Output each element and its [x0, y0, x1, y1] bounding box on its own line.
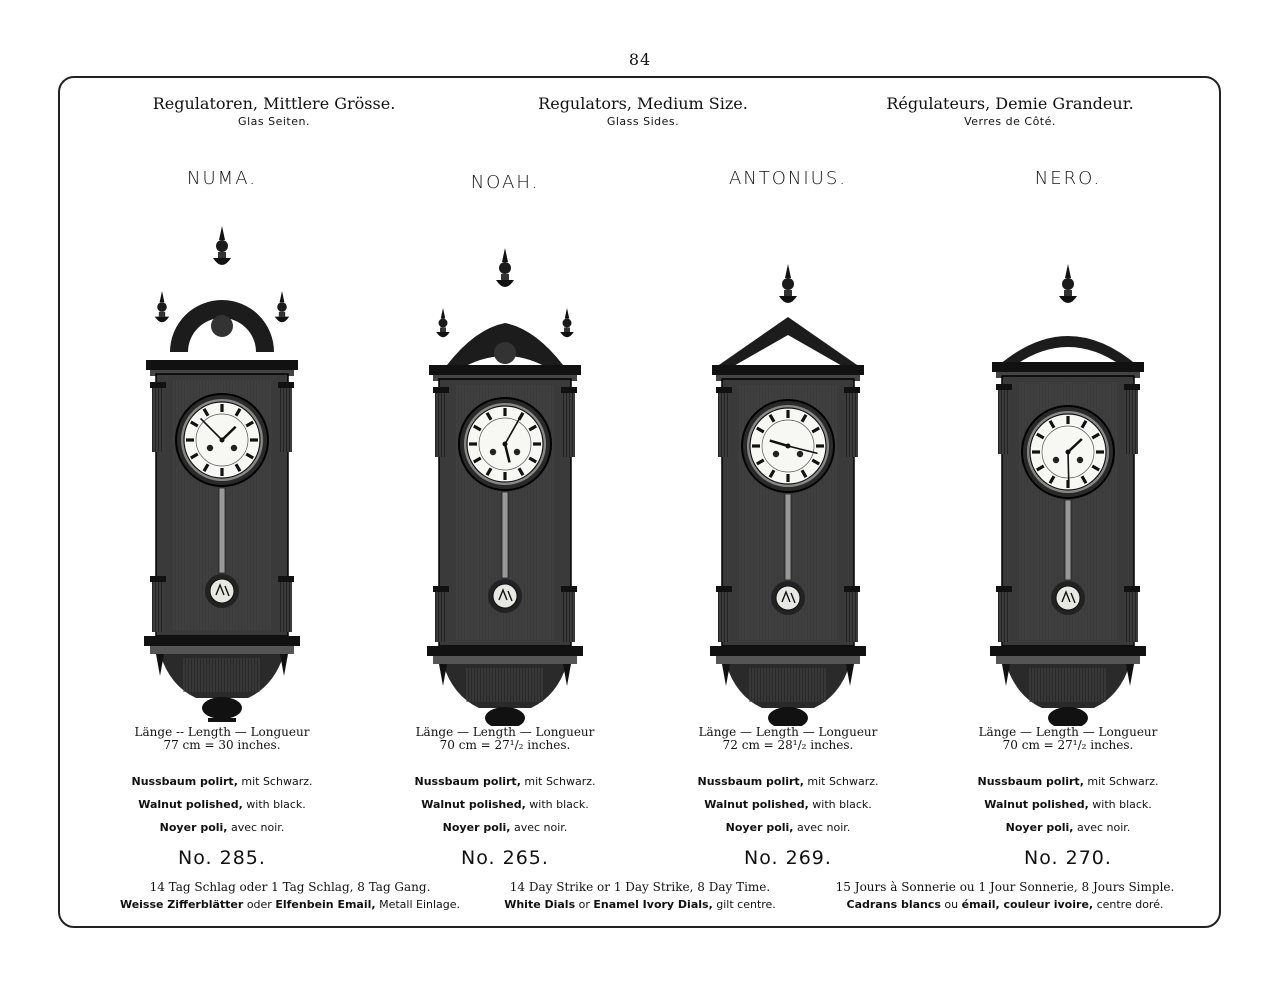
model-number: No. 265. — [461, 847, 549, 869]
footer-dials: Cadrans blancs ou émail, couleur ivoire, centre doré. — [846, 898, 1164, 911]
pendulum-rod — [219, 488, 225, 573]
finial-neck — [564, 328, 570, 333]
bottom-finial-base — [208, 718, 236, 722]
column-cap — [716, 387, 732, 393]
header-subtitle: Glas Seiten. — [238, 115, 310, 128]
finial-spike — [160, 291, 165, 302]
winding-hole — [490, 449, 496, 455]
crown-dome — [998, 336, 1138, 366]
finial-spike — [280, 291, 285, 302]
finial-neck — [159, 312, 165, 317]
page-number: 84 — [628, 50, 652, 69]
base-bracket — [1006, 664, 1130, 708]
pendulum-rod — [785, 494, 791, 580]
hour-numeral — [816, 444, 824, 447]
header-subtitle: Glass Sides. — [606, 115, 680, 128]
base-bracket — [160, 654, 284, 698]
side-drop — [563, 664, 571, 686]
crown-pediment — [716, 317, 860, 367]
crown-mask — [494, 342, 516, 364]
spec-french: Noyer poli, avec noir. — [442, 821, 568, 834]
finial-urn — [155, 317, 169, 323]
dial-center — [503, 442, 508, 447]
column-cap — [561, 586, 577, 592]
hour-numeral — [752, 444, 760, 447]
base-bracket — [726, 664, 850, 708]
base-ledge — [710, 646, 866, 656]
length-value: 72 cm = 28¹/₂ inches. — [722, 738, 854, 752]
finial-spike — [565, 308, 570, 319]
dial-center — [220, 438, 225, 443]
clock-column-numa — [82, 168, 362, 869]
winding-hole — [773, 451, 779, 457]
clock-illustration — [698, 196, 878, 726]
finial-knob — [157, 302, 167, 312]
side-drop — [1126, 664, 1134, 686]
finial-spike — [785, 264, 791, 278]
clock-illustration — [132, 196, 312, 726]
side-drop — [846, 664, 854, 686]
dial-center — [1066, 450, 1071, 455]
hour-numeral — [786, 474, 789, 482]
spec-list — [365, 770, 645, 839]
finial-knob — [563, 319, 572, 328]
minute-hand — [1068, 452, 1069, 482]
clock-column-noah — [365, 168, 645, 869]
hour-numeral — [220, 468, 223, 476]
clock-name: NUMA. — [187, 168, 257, 189]
header-german — [124, 94, 424, 128]
bottom-finial — [768, 707, 808, 726]
base-band — [716, 656, 860, 664]
column-cap — [278, 382, 294, 388]
column-cap — [844, 387, 860, 393]
model-number: No. 285. — [178, 847, 266, 869]
crown-mask — [211, 315, 233, 337]
finial-knob — [499, 262, 511, 274]
clock-illustration — [415, 196, 595, 726]
finial-urn — [275, 317, 289, 323]
finial-neck — [784, 290, 792, 296]
clock-name: ANTONIUS. — [728, 168, 848, 189]
column-cap — [844, 586, 860, 592]
spec-list — [928, 770, 1208, 839]
winding-hole — [231, 445, 237, 451]
finial-urn — [1059, 296, 1077, 303]
header-french — [860, 94, 1160, 128]
clock-column-antonius — [648, 168, 928, 869]
column-cap — [433, 586, 449, 592]
spec-german: Nussbaum polirt, mit Schwarz. — [131, 775, 313, 788]
finial-neck — [1064, 290, 1072, 296]
footer-french — [825, 880, 1185, 911]
spec-english: Walnut polished, with black. — [138, 798, 306, 811]
base-bracket — [443, 664, 567, 708]
footer-movement: 15 Jours à Sonnerie ou 1 Jour Sonnerie, 8 Jours Simple. — [835, 880, 1175, 894]
hour-numeral — [503, 408, 506, 416]
footer-german — [110, 880, 470, 911]
model-number: No. 270. — [1024, 847, 1112, 869]
spec-english: Walnut polished, with black. — [421, 798, 589, 811]
cornice — [429, 365, 581, 375]
finial-knob — [216, 240, 228, 252]
column-cap — [150, 576, 166, 582]
bottom-finial — [1048, 707, 1088, 726]
length-value: 70 cm = 27¹/₂ inches. — [1002, 738, 1134, 752]
finial-knob — [782, 278, 794, 290]
pendulum-rod — [502, 492, 508, 578]
spec-german: Nussbaum polirt, mit Schwarz. — [977, 775, 1159, 788]
clock-column-nero — [928, 168, 1208, 869]
length-label: Länge -- Length — Longueur — [134, 725, 310, 739]
length-value: 70 cm = 27¹/₂ inches. — [439, 738, 571, 752]
bottom-finial — [202, 697, 242, 719]
header-english — [493, 94, 793, 128]
dial-center — [786, 444, 791, 449]
hour-numeral — [469, 442, 477, 445]
column-cap — [716, 586, 732, 592]
finial-urn — [436, 332, 450, 337]
header-title: Regulatoren, Mittlere Grösse. — [152, 94, 396, 113]
base-band — [996, 656, 1140, 664]
base-band — [433, 656, 577, 664]
clock-name: NOAH. — [470, 172, 540, 193]
side-drop — [1002, 664, 1010, 686]
finial-knob — [439, 319, 448, 328]
footer-dials: Weisse Zifferblätter oder Elfenbein Email, Metall Einlage. — [119, 898, 461, 911]
column-cap — [1124, 384, 1140, 390]
hour-numeral — [503, 472, 506, 480]
finial-spike — [502, 248, 508, 262]
winding-hole — [1077, 457, 1083, 463]
spec-german: Nussbaum polirt, mit Schwarz. — [414, 775, 596, 788]
spec-german: Nussbaum polirt, mit Schwarz. — [697, 775, 879, 788]
finial-neck — [440, 328, 446, 333]
finial-knob — [1062, 278, 1074, 290]
column-cap — [561, 387, 577, 393]
column-cap — [150, 382, 166, 388]
finial-neck — [218, 252, 226, 258]
header-title: Régulateurs, Demie Grandeur. — [886, 94, 1134, 113]
hour-numeral — [533, 442, 541, 445]
base-ledge — [990, 646, 1146, 656]
column-cap — [1124, 586, 1140, 592]
hour-numeral — [1066, 416, 1069, 424]
cornice — [992, 362, 1144, 372]
finial-spike — [219, 226, 225, 240]
base-band — [150, 646, 294, 654]
spec-french: Noyer poli, avec noir. — [159, 821, 285, 834]
finial-urn — [213, 258, 231, 265]
finial-urn — [779, 296, 797, 303]
base-ledge — [427, 646, 583, 656]
footer-movement: 14 Tag Schlag oder 1 Tag Schlag, 8 Tag Gang. — [149, 880, 431, 894]
finial-spike — [441, 308, 446, 319]
model-number: No. 269. — [744, 847, 832, 869]
header-subtitle: Verres de Côté. — [964, 115, 1056, 128]
column-cap — [996, 384, 1012, 390]
footer-dials: White Dials or Enamel Ivory Dials, gilt centre. — [504, 898, 776, 911]
hour-numeral — [1096, 450, 1104, 453]
finial-neck — [279, 312, 285, 317]
length-label: Länge — Length — Longueur — [698, 725, 878, 739]
bottom-finial — [485, 707, 525, 726]
finial-urn — [560, 332, 574, 337]
hour-numeral — [786, 410, 789, 418]
spec-french: Noyer poli, avec noir. — [725, 821, 851, 834]
length-label: Länge — Length — Longueur — [978, 725, 1158, 739]
winding-hole — [1053, 457, 1059, 463]
finial-neck — [501, 274, 509, 280]
clock-name: NERO. — [1034, 168, 1102, 189]
footer-english — [460, 880, 820, 911]
finial-spike — [1065, 264, 1071, 278]
side-drop — [439, 664, 447, 686]
hour-numeral — [250, 438, 258, 441]
length-label: Länge — Length — Longueur — [415, 725, 595, 739]
hour-numeral — [220, 404, 223, 412]
side-drop — [722, 664, 730, 686]
hour-numeral — [1032, 450, 1040, 453]
column-cap — [996, 586, 1012, 592]
hour-numeral — [186, 438, 194, 441]
side-drop — [156, 654, 164, 676]
pendulum-rod — [1065, 500, 1071, 580]
spec-list — [82, 770, 362, 839]
base-ledge — [144, 636, 300, 646]
column-cap — [278, 576, 294, 582]
length-value: 77 cm = 30 inches. — [163, 738, 281, 752]
footer-movement: 14 Day Strike or 1 Day Strike, 8 Day Time. — [509, 880, 771, 894]
side-drop — [280, 654, 288, 676]
spec-french: Noyer poli, avec noir. — [1005, 821, 1131, 834]
spec-english: Walnut polished, with black. — [704, 798, 872, 811]
header-title: Regulators, Medium Size. — [538, 94, 748, 113]
cornice — [712, 365, 864, 375]
spec-english: Walnut polished, with black. — [984, 798, 1152, 811]
column-cap — [433, 387, 449, 393]
winding-hole — [207, 445, 213, 451]
cornice — [146, 360, 298, 370]
winding-hole — [797, 451, 803, 457]
winding-hole — [514, 449, 520, 455]
spec-list — [648, 770, 928, 839]
clock-illustration — [978, 196, 1158, 726]
finial-knob — [277, 302, 287, 312]
finial-urn — [496, 280, 514, 287]
